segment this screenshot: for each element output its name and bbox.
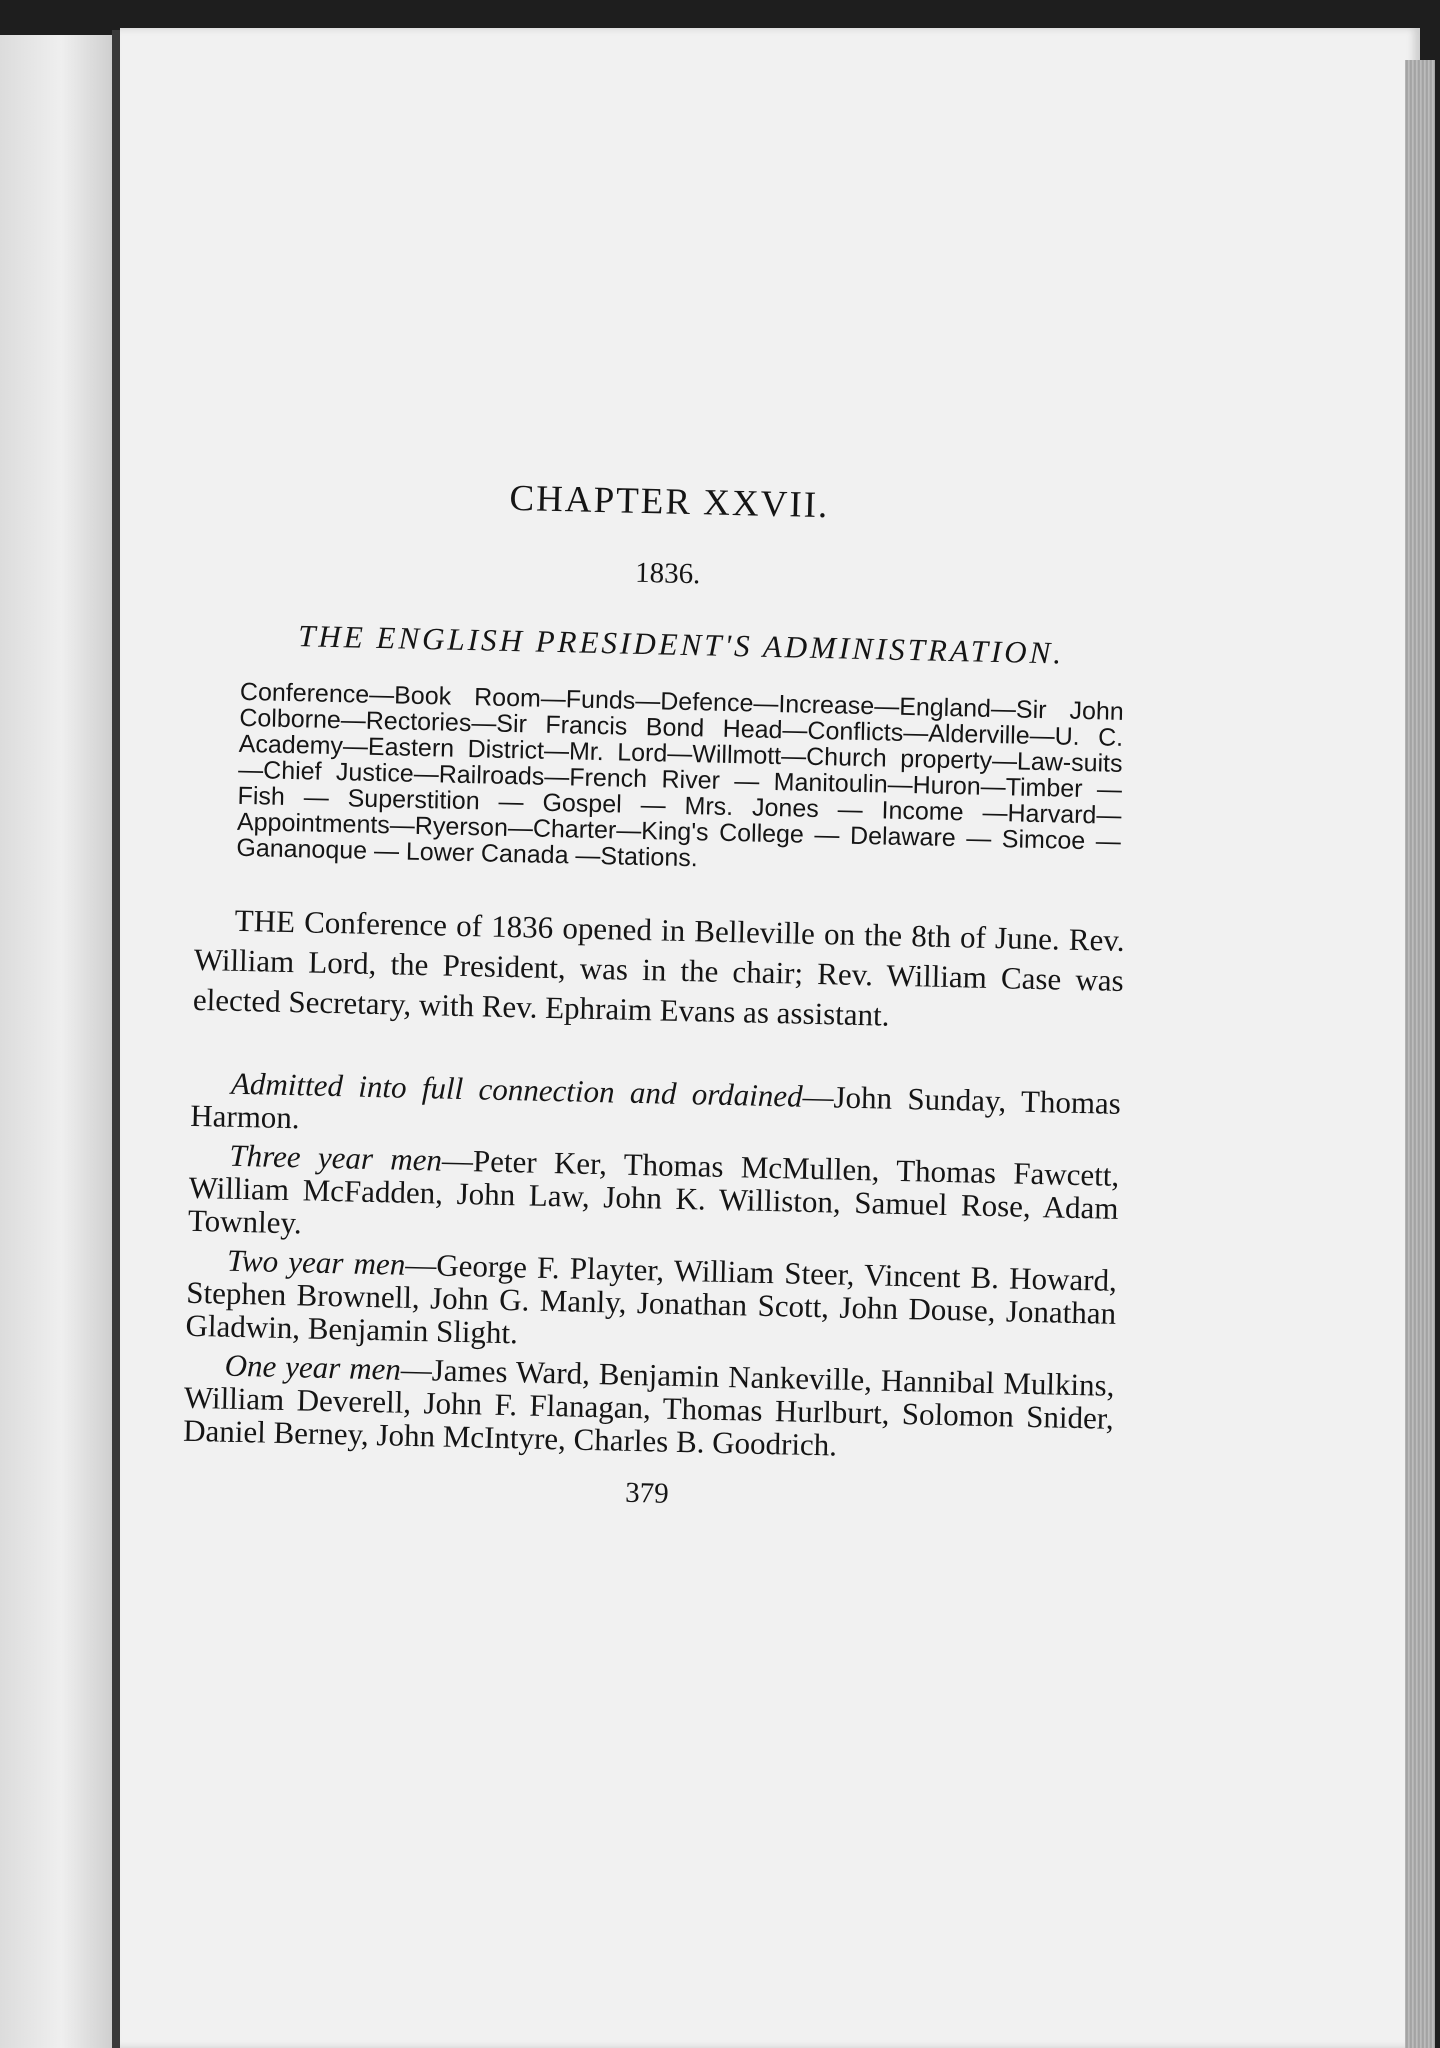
list-names: —John Sunday, Thomas Harmon. (189, 1078, 1122, 1136)
list-names: —James Ward, Benjamin Nankeville, Hannibal Mulkins, William Deverell, John F. Flanagan, Thomas Hurlburt, Solomon Snider, Daniel Berney, John McIntyre, Charles B. Goodrich. (182, 1351, 1115, 1463)
list-one-year (183, 1348, 1115, 1468)
chapter-title: THE ENGLISH PRESIDENT'S ADMINISTRATION. (297, 618, 1065, 671)
list-lead: Two year men (226, 1242, 406, 1282)
chapter-synopsis: Conference—Book Room—Funds—Defence—Increase—England—Sir John Colborne—Rectories—Sir Francis Bond Head—Conflicts—Alderville—U. C. Academy—Eastern District—Mr. Lord—Willmott—Church property—Law-suits—Chief Justice—Railroads—French River — Manitoulin—Huron—Timber — Fish — Superstition — Gospel — Mrs. Jones — Income —Harvard—Appointments—Ryerson—Charter—King's College — Delaware — Simcoe — Gananoque — Lower Canada —Stations. (236, 677, 1125, 873)
list-names: —George F. Playter, William Steer, Vincent B. Howard, Stephen Brownell, John G. Manly, Jonathan Scott, John Douse, Jonathan Gladwin, Benjamin Slight. (185, 1246, 1118, 1351)
page-text-block (182, 470, 1135, 1521)
chapter-year: 1836. (634, 556, 701, 591)
list-lead: One year men (224, 1347, 402, 1387)
page-stack-edge (1405, 60, 1435, 2048)
list-names: —Peter Ker, Thomas McMullen, Thomas Fawcett, William McFadden, John Law, John K. Williston, Samuel Rose, Adam Townley. (187, 1142, 1120, 1241)
page-number: 379 (624, 1476, 670, 1510)
left-page-edge (0, 35, 112, 2048)
list-lead: Three year men (229, 1137, 443, 1178)
list-lead: Admitted into full connection and ordained (230, 1065, 803, 1114)
list-three-year (188, 1138, 1120, 1258)
list-two-year (185, 1243, 1117, 1363)
chapter-heading: CHAPTER XXVII. (509, 477, 830, 527)
opening-paragraph: THE Conference of 1836 opened in Belleville on the 8th of June. Rev. William Lord, the President, was in the chair; Rev. William Case was elected Secretary, with Rev. Ephraim Evans as assistant. (192, 902, 1125, 1033)
